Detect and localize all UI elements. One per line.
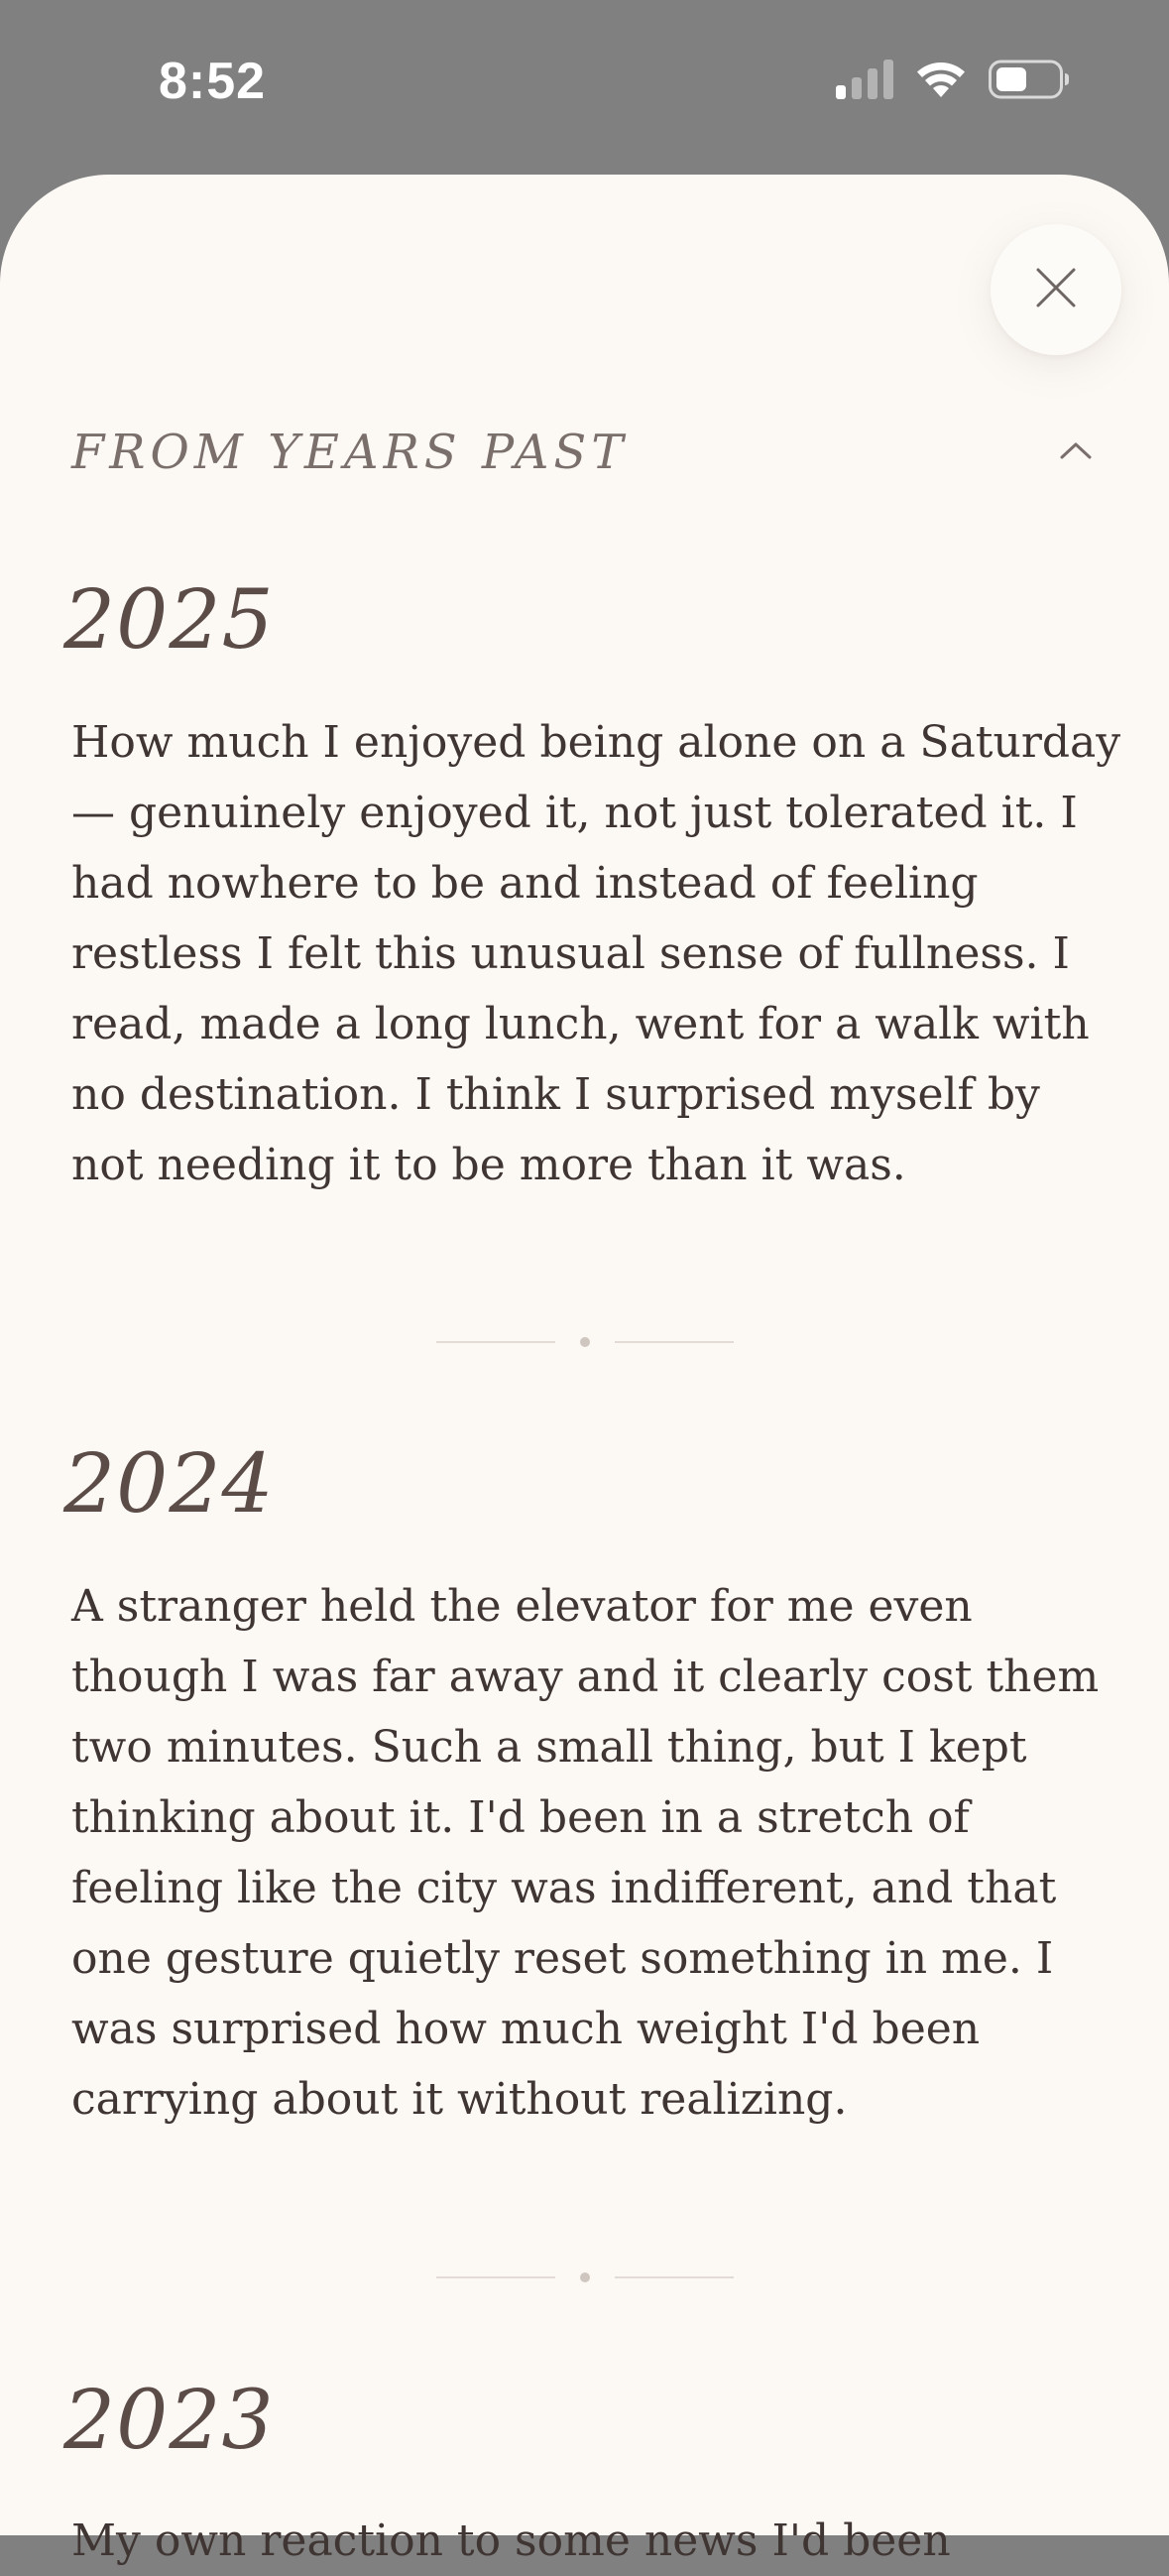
entry-year: 2024 [63, 1437, 275, 1532]
years-past-sheet [0, 175, 1169, 2566]
entry-text: My own reaction to some news I'd been [71, 2515, 951, 2566]
close-button[interactable] [991, 224, 1121, 355]
entry-year: 2025 [63, 573, 275, 668]
status-icons [836, 60, 1070, 99]
entry-text: A stranger held the elevator for me even though I was far away and it clearly cost them two minutes. Such a small thing, but I kept thinking about it. I'd been in a stretch of feeling like the city was indifferent, and that one gesture quietly reset something in me. I was surprised how much weight I'd been carrying about it without realizing. [71, 1581, 1100, 2125]
section-title: FROM YEARS PAST [71, 425, 629, 480]
status-time: 8:52 [159, 53, 267, 110]
entry-text: How much I enjoyed being alone on a Saturday — genuinely enjoyed it, not just tolerated it. I had nowhere to be and instead of feeling restless I felt this unusual sense of fullness. I read, made a long lunch, went for a walk with no destination. I think I surprised myself by not needing it to be more than it was. [71, 717, 1121, 1190]
entry-divider [436, 1336, 734, 1348]
wifi-icon [915, 60, 967, 99]
entry-year: 2023 [63, 2374, 275, 2468]
cellular-signal-icon [836, 60, 893, 99]
status-bar [0, 0, 1169, 175]
entry-divider [436, 2271, 734, 2283]
collapse-button[interactable] [1054, 430, 1098, 474]
battery-icon [989, 60, 1070, 99]
close-icon [1034, 266, 1078, 313]
section-header[interactable] [71, 423, 1098, 482]
chevron-up-icon [1060, 440, 1092, 464]
